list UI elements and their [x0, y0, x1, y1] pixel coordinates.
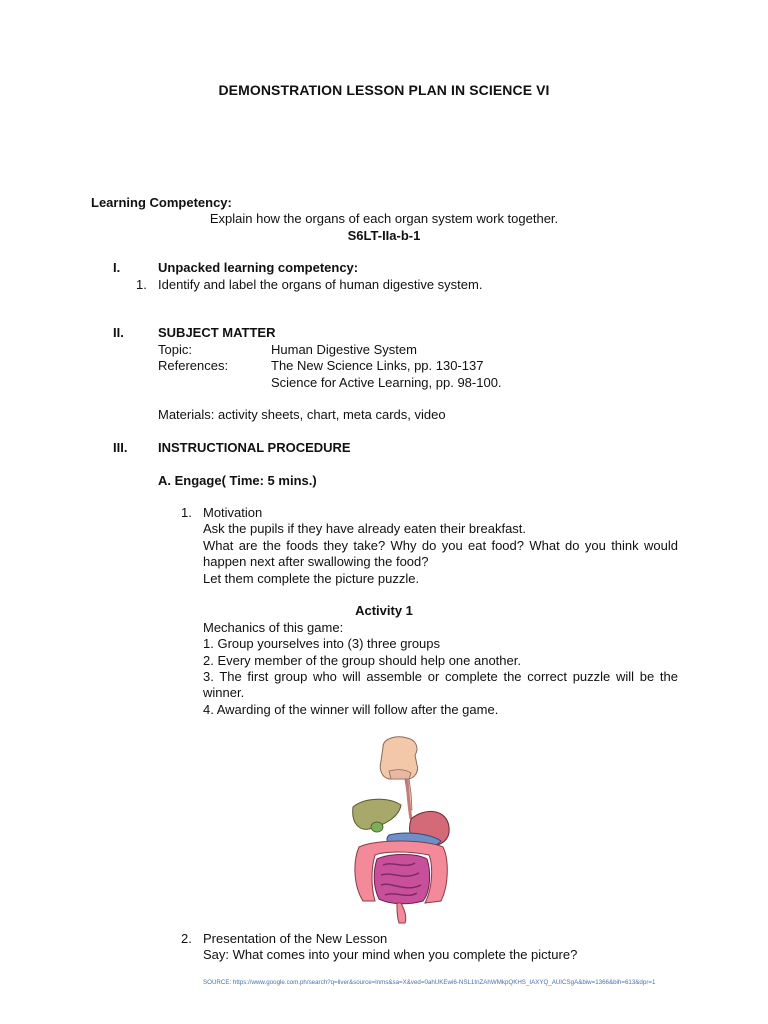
- learning-competency-text: Explain how the organs of each organ system work together.: [209, 211, 559, 226]
- reference-item: The New Science Links, pp. 130-137: [271, 358, 484, 373]
- competency-code: S6LT-IIa-b-1: [347, 228, 421, 243]
- section-1-item-number: 1.: [136, 277, 147, 292]
- reference-item: Science for Active Learning, pp. 98-100.: [271, 375, 502, 390]
- step-2-question: Say: What comes into your mind when you complete the picture?: [203, 947, 578, 962]
- activity-item: 3. The first group who will assemble or complete the correct puzzle will be the winner.: [203, 669, 678, 700]
- section-1-heading: Unpacked learning competency:: [158, 260, 359, 275]
- materials-line: Materials: activity sheets, chart, meta cards, video: [158, 407, 446, 422]
- activity-item: 2. Every member of the group should help one another.: [203, 653, 521, 668]
- step-2-number: 2.: [181, 931, 192, 946]
- references-label: References:: [158, 358, 229, 373]
- section-3-heading: INSTRUCTIONAL PROCEDURE: [158, 440, 351, 455]
- activity-item: 4. Awarding of the winner will follow after the game.: [203, 702, 499, 717]
- step-1-number: 1.: [181, 505, 192, 520]
- section-2-numeral: II.: [113, 325, 124, 340]
- page-title: DEMONSTRATION LESSON PLAN IN SCIENCE VI: [218, 82, 550, 98]
- motivation-line: Ask the pupils if they have already eaten their breakfast.: [203, 521, 527, 536]
- section-1-numeral: I.: [113, 260, 121, 275]
- step-2-title: Presentation of the New Lesson: [203, 931, 388, 946]
- topic-label: Topic:: [158, 342, 192, 357]
- engage-subheading: A. Engage( Time: 5 mins.): [158, 473, 317, 488]
- activity-item: 1. Group yourselves into (3) three groups: [203, 636, 441, 651]
- motivation-questions: What are the foods they take? Why do you eat food? What do you think would happen next after swallowing the food?: [203, 538, 678, 569]
- topic-value: Human Digestive System: [271, 342, 417, 357]
- section-3-numeral: III.: [113, 440, 128, 455]
- source-link[interactable]: SOURCE: https://www.google.com.ph/search?q=liver&source=lnms&sa=X&ved=0ahUKEwi6-NSL1tnZAhWMkpQKHS_IAXYQ_AUICSgA&biw=1366&bih=613&dpr=1: [203, 979, 656, 986]
- digestive-system-icon: [345, 735, 465, 925]
- section-2-heading: SUBJECT MATTER: [158, 325, 276, 340]
- learning-competency-heading: Learning Competency:: [91, 195, 232, 210]
- motivation-line: Let them complete the picture puzzle.: [203, 571, 420, 586]
- activity-title: Activity 1: [355, 603, 413, 618]
- activity-intro: Mechanics of this game:: [203, 620, 344, 635]
- section-1-item-text: Identify and label the organs of human digestive system.: [158, 277, 483, 292]
- step-1-title: Motivation: [203, 505, 263, 520]
